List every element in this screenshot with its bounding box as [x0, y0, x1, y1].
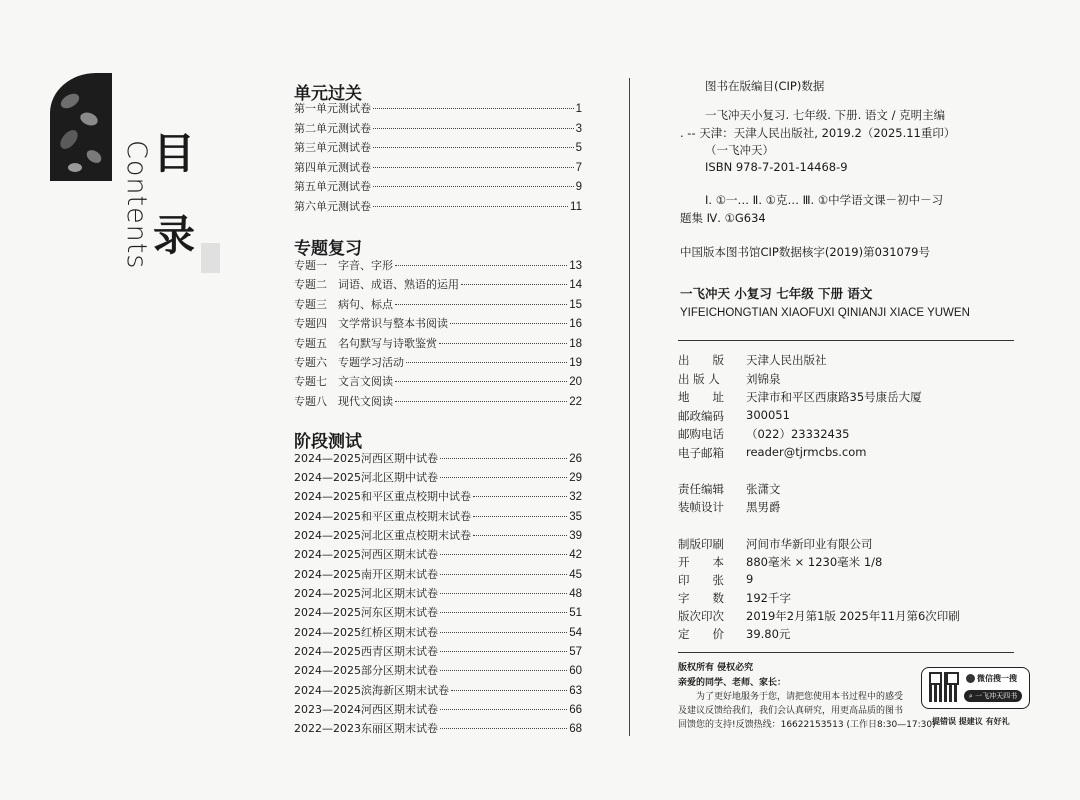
toc-row[interactable]: [294, 450, 582, 468]
toc-section-title: 阶段测试: [294, 432, 362, 452]
toc-title-char-1: 目: [153, 129, 196, 178]
toc-row-page: 9: [575, 181, 582, 193]
toc-section-title: 单元过关: [294, 84, 362, 104]
toc-row-page: 5: [575, 142, 582, 154]
toc-row[interactable]: [294, 469, 582, 487]
toc-row-label: 第五单元测试卷: [294, 180, 371, 193]
toc-row-page: 18: [569, 338, 582, 350]
toc-row[interactable]: [294, 178, 582, 196]
toc-row-page: 54: [569, 627, 582, 639]
toc-row-label: 专题一 字音、字形: [294, 259, 393, 272]
pub-info-row: 电子邮箱 reader@tjrmcbs.com: [678, 445, 867, 460]
book-title-pinyin: YIFEICHONGTIAN XIAOFUXI QINIANJI XIACE YUWEN: [680, 307, 970, 319]
toc-row[interactable]: [294, 159, 582, 177]
toc-row-page: 1: [575, 103, 582, 115]
toc-row-page: 16: [569, 318, 582, 330]
print-info-row: 制版印刷 河间市华新印业有限公司: [678, 537, 873, 551]
toc-row[interactable]: [294, 643, 582, 661]
toc-row-label: 2024—2025西青区期末试卷: [294, 645, 438, 658]
toc-row-label: 第二单元测试卷: [294, 122, 371, 135]
toc-row-page: 13: [569, 260, 582, 272]
cip-classification-1: Ⅰ. ①一… Ⅱ. ①克… Ⅲ. ①中学语文课－初中－习: [705, 193, 944, 207]
toc-row[interactable]: [294, 373, 582, 391]
toc-row-label: 2024—2025部分区期末试卷: [294, 664, 438, 677]
toc-row-label: 第四单元测试卷: [294, 161, 371, 174]
print-info-row: 字 数 192千字: [678, 591, 791, 605]
toc-row-label: 2024—2025红桥区期末试卷: [294, 626, 438, 639]
cover-leaf-photo: [50, 73, 112, 181]
search-pill[interactable]: ⌕ 一飞冲天四书: [964, 690, 1022, 702]
toc-row-label: 专题四 文学常识与整本书阅读: [294, 317, 448, 330]
email-link[interactable]: reader@tjrmcbs.com: [746, 445, 867, 459]
wechat-icon: [966, 674, 975, 683]
toc-row[interactable]: [294, 546, 582, 564]
toc-row-page: 68: [569, 723, 582, 735]
toc-row-page: 14: [569, 279, 582, 291]
toc-row[interactable]: [294, 100, 582, 118]
toc-row-page: 7: [575, 162, 582, 174]
rule-line: [678, 652, 1014, 653]
cip-title: 图书在版编目(CIP)数据: [705, 79, 825, 93]
toc-row-label: 专题七 文言文阅读: [294, 375, 393, 388]
cip-isbn: ISBN 978-7-201-14468-9: [705, 160, 848, 174]
toc-row-page: 26: [569, 453, 582, 465]
toc-row-label: 第三单元测试卷: [294, 141, 371, 154]
toc-row-page: 15: [569, 299, 582, 311]
toc-row-page: 48: [569, 588, 582, 600]
notice-body: 为了更好地服务于您，请把您使用本书过程中的感受: [678, 692, 904, 702]
toc-row[interactable]: [294, 624, 582, 642]
toc-row-page: 19: [569, 357, 582, 369]
toc-row-label: 专题五 名句默写与诗歌鉴赏: [294, 337, 437, 350]
toc-row-label: 2024—2025滨海新区期末试卷: [294, 684, 449, 697]
cip-line-2: . -- 天津：天津人民出版社, 2019.2（2025.11重印）: [680, 126, 956, 140]
toc-row[interactable]: [294, 120, 582, 138]
pub-info-row: 出 版 人 刘锦泉: [678, 372, 781, 386]
editor-row: 装帧设计 黑男爵: [678, 500, 781, 514]
toc-row-label: 2024—2025南开区期末试卷: [294, 568, 438, 581]
toc-row-label: 2024—2025河西区期中试卷: [294, 452, 438, 465]
toc-row-page: 3: [575, 123, 582, 135]
toc-row[interactable]: [294, 701, 582, 719]
cip-verify-number: 中国版本图书馆CIP数据核字(2019)第031079号: [680, 245, 930, 259]
toc-row-page: 57: [569, 646, 582, 658]
toc-row-page: 22: [569, 396, 582, 408]
toc-row-label: 专题三 病句、标点: [294, 298, 393, 311]
cip-line-3: （一飞冲天）: [705, 143, 774, 157]
toc-row[interactable]: [294, 315, 582, 333]
toc-row[interactable]: [294, 198, 582, 216]
toc-row-page: 66: [569, 704, 582, 716]
toc-row-page: 39: [569, 530, 582, 542]
toc-row[interactable]: [294, 139, 582, 157]
toc-row-label: 2024—2025河北区期中试卷: [294, 471, 438, 484]
toc-row[interactable]: [294, 527, 582, 545]
toc-row-label: 第一单元测试卷: [294, 102, 371, 115]
toc-section-title: 专题复习: [294, 239, 362, 259]
notice-body: 回馈您的支持!反馈热线：16622153513 (工作日8:30—17:30): [678, 720, 936, 730]
toc-row[interactable]: [294, 566, 582, 584]
toc-row[interactable]: [294, 296, 582, 314]
toc-row[interactable]: [294, 488, 582, 506]
toc-row-page: 20: [569, 376, 582, 388]
toc-row-label: 2024—2025河东区期末试卷: [294, 606, 438, 619]
toc-row[interactable]: [294, 257, 582, 275]
qr-caption: 提错误 提建议 有好礼: [932, 717, 1010, 726]
toc-row-label: 2024—2025河北区重点校期末试卷: [294, 529, 471, 542]
toc-row-page: 35: [569, 511, 582, 523]
toc-row-page: 60: [569, 665, 582, 677]
toc-row-label: 2024—2025河西区期末试卷: [294, 548, 438, 561]
toc-row-page: 11: [570, 201, 582, 213]
print-info-row: 印 张 9: [678, 572, 754, 587]
print-info-row: 开 本 880毫米 × 1230毫米 1/8: [678, 555, 883, 569]
copyright-notice: 版权所有 侵权必究: [678, 663, 754, 673]
rule-line: [678, 340, 1014, 341]
pub-info-row: 邮政编码 300051: [678, 408, 790, 423]
contents-title-en: Contents: [121, 140, 152, 270]
toc-row-label: 第六单元测试卷: [294, 200, 371, 213]
page-divider: [629, 78, 630, 736]
pub-info-row: 地 址 天津市和平区西康路35号康岳大厦: [678, 390, 922, 404]
toc-row-label: 专题六 专题学习活动: [294, 356, 404, 369]
toc-row[interactable]: [294, 585, 582, 603]
cip-line-1: 一飞冲天小复习. 七年级. 下册. 语文 / 克明主编: [705, 108, 946, 122]
toc-row-page: 63: [569, 685, 582, 697]
pub-info-row: 出 版 天津人民出版社: [678, 353, 827, 367]
toc-row-label: 专题八 现代文阅读: [294, 395, 393, 408]
toc-row[interactable]: [294, 720, 582, 738]
toc-row[interactable]: [294, 508, 582, 526]
book-title-cn: 一飞冲天 小复习 七年级 下册 语文: [680, 286, 873, 301]
toc-row-page: 51: [569, 607, 582, 619]
pub-info-row: 邮购电话 （022）23332435: [678, 427, 850, 441]
cip-classification-2: 题集 Ⅳ. ①G634: [680, 211, 766, 225]
toc-row-label: 2024—2025和平区重点校期末试卷: [294, 510, 471, 523]
toc-row-label: 2024—2025和平区重点校期中试卷: [294, 490, 471, 503]
toc-title-char-2: 录: [153, 211, 196, 260]
print-info-row: 定 价 39.80元: [678, 627, 791, 641]
toc-row-label: 专题二 词语、成语、熟语的运用: [294, 278, 459, 291]
toc-row[interactable]: [294, 354, 582, 372]
decor-bar: [201, 243, 220, 273]
toc-row-page: 32: [569, 491, 582, 503]
toc-row[interactable]: [294, 335, 582, 353]
toc-row-label: 2023—2024河西区期末试卷: [294, 703, 438, 716]
toc-row-label: 2024—2025河北区期末试卷: [294, 587, 438, 600]
toc-row[interactable]: [294, 682, 582, 700]
toc-row[interactable]: [294, 393, 582, 411]
toc-row[interactable]: [294, 276, 582, 294]
qr-code-icon[interactable]: [929, 672, 959, 702]
editor-row: 责任编辑 张潇文: [678, 482, 781, 496]
toc-row-page: 42: [569, 549, 582, 561]
wechat-search-label: 微信搜一搜: [966, 673, 1017, 684]
toc-row-page: 45: [569, 569, 582, 581]
notice-greeting: 亲爱的同学、老师、家长：: [678, 678, 787, 688]
toc-row[interactable]: [294, 662, 582, 680]
notice-body: 及建议反馈给我们，我们会认真研究，用更高品质的图书: [678, 706, 904, 716]
search-icon: ⌕: [968, 692, 976, 700]
toc-row[interactable]: [294, 604, 582, 622]
wechat-qr-box[interactable]: [921, 667, 1030, 709]
toc-row-page: 29: [569, 472, 582, 484]
toc-row-label: 2022—2023东丽区期末试卷: [294, 722, 438, 735]
print-info-row: 版次印次 2019年2月第1版 2025年11月第6次印刷: [678, 609, 960, 623]
